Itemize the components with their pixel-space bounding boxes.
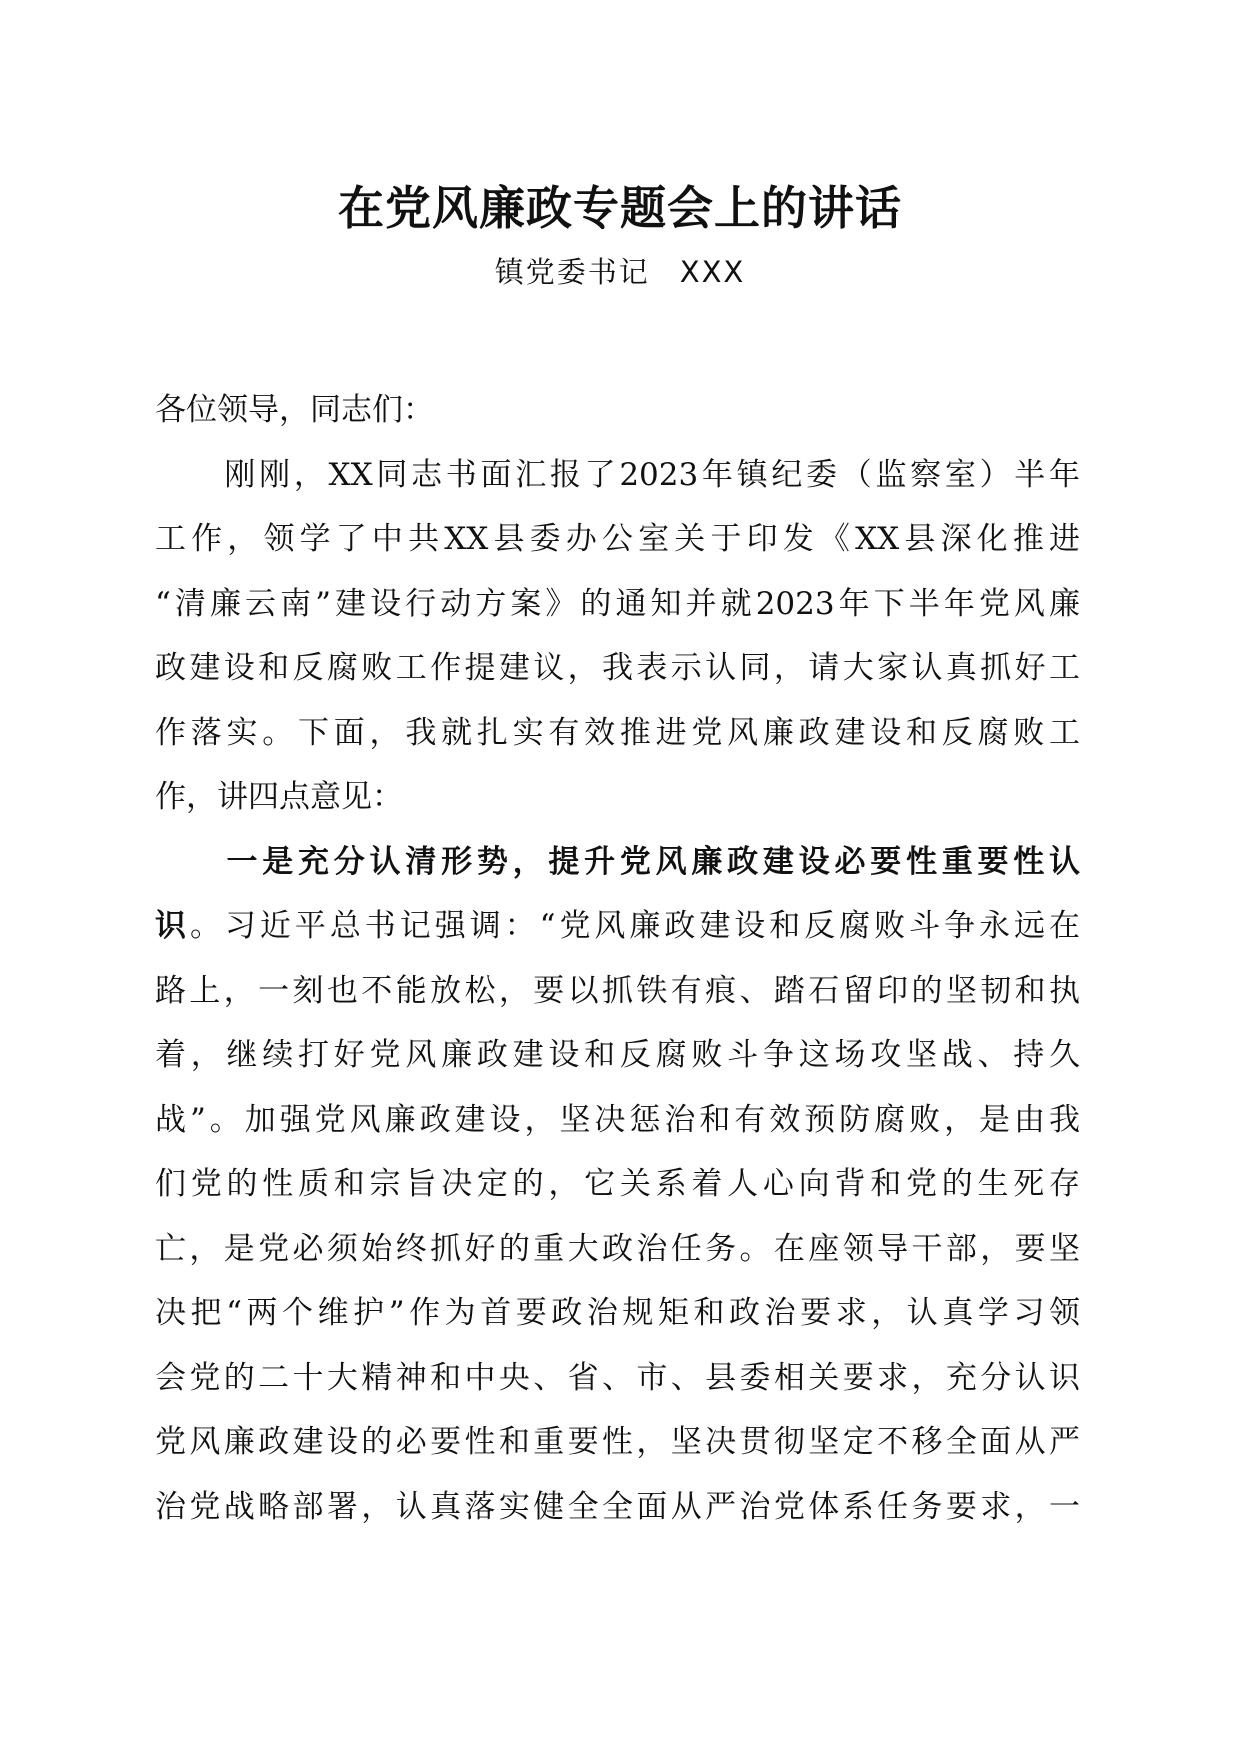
section-heading-end: 识 — [155, 908, 190, 944]
section-first-line — [155, 894, 1080, 959]
speech-body — [155, 378, 1080, 1539]
author-name: XXX — [679, 255, 746, 289]
section-first-line-text: 。习近平总书记强调：“党风廉政建设和反腐败斗争永远在 — [189, 908, 1080, 944]
paragraph-line: 工作，领学了中共XX县委办公室关于印发《XX县深化推进 — [155, 521, 1080, 557]
paragraph-line: 政建设和反腐败工作提建议，我表示认同，请大家认真抓好工 — [155, 650, 1080, 686]
paragraph-line: 党风廉政建设的必要性和重要性，坚决贯彻坚定不移全面从严 — [155, 1424, 1080, 1460]
paragraph-line: 决把“两个维护”作为首要政治规矩和政治要求，认真学习领 — [155, 1295, 1080, 1331]
greeting: 各位领导，同志们： — [155, 392, 434, 428]
document-title: 在党风廉政专题会上的讲话 — [338, 181, 902, 235]
paragraph-line: 刚刚，XX同志书面汇报了2023年镇纪委（监察室）半年 — [155, 456, 1080, 493]
paragraph-line: 亡，是党必须始终抓好的重大政治任务。在座领导干部，要坚 — [155, 1230, 1080, 1267]
paragraph-line: 路上，一刻也不能放松，要以抓铁有痕、踏石留印的坚韧和执 — [155, 972, 1080, 1009]
paragraph-line: 着，继续打好党风廉政建设和反腐败斗争这场攻坚战、持久 — [155, 1037, 1080, 1073]
paragraph-line: 战”。加强党风廉政建设，坚决惩治和有效预防腐败，是由我 — [155, 1101, 1080, 1138]
paragraph-line: 治党战略部署，认真落实健全全面从严治党体系任务要求，一 — [155, 1488, 1080, 1525]
document-byline — [0, 252, 1240, 292]
section-heading: 一是充分认清形势，提升党风廉政建设必要性重要性认 — [155, 843, 1080, 880]
author-role: 镇党委书记 — [494, 255, 650, 289]
paragraph-line: 作落实。下面，我就扎实有效推进党风廉政建设和反腐败工 — [155, 714, 1080, 751]
paragraph-line: 们党的性质和宗旨决定的，它关系着人心向背和党的生死存 — [155, 1166, 1080, 1202]
paragraph-line: “清廉云南”建设行动方案》的通知并就2023年下半年党风廉 — [155, 585, 1080, 622]
paragraph-line: 会党的二十大精神和中央、省、市、县委相关要求，充分认识 — [155, 1359, 1080, 1396]
paragraph-line: 作，讲四点意见： — [155, 779, 403, 815]
